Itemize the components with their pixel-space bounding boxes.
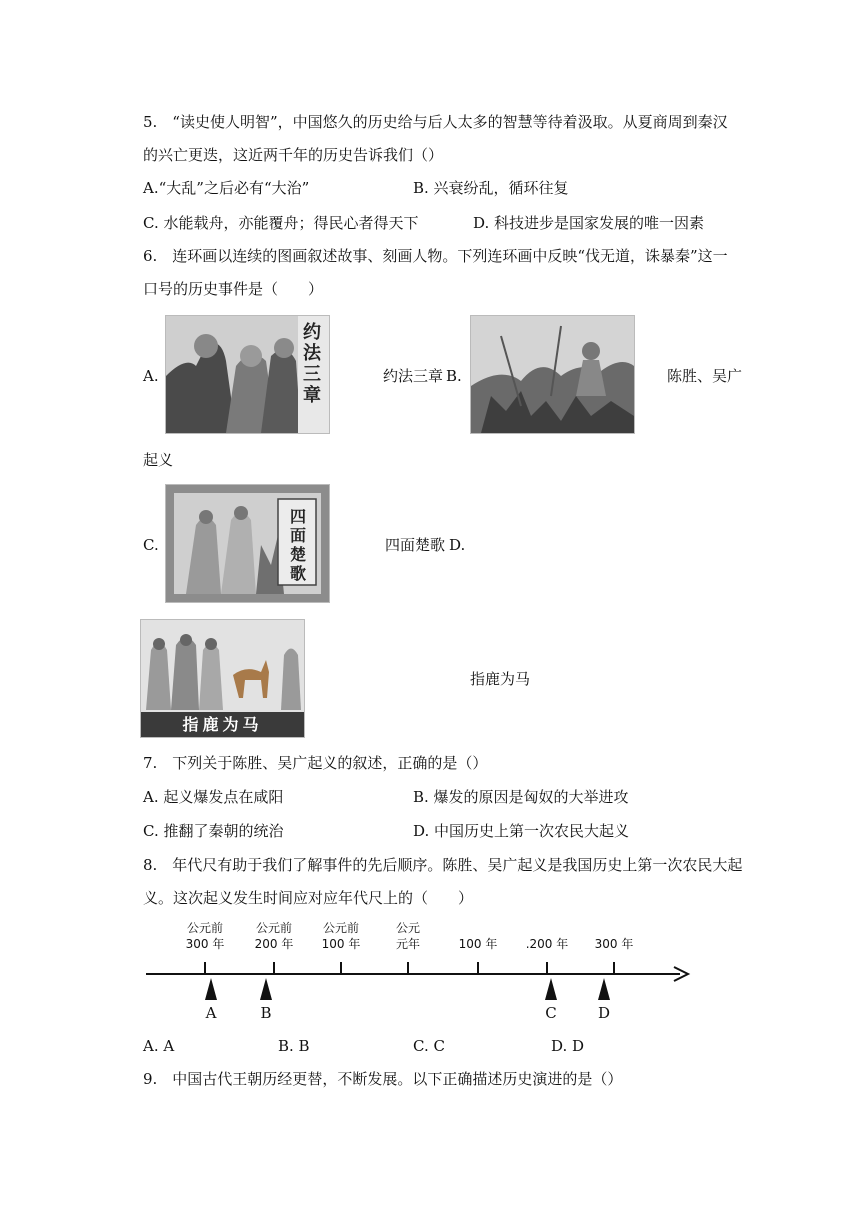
q6-option-a-image-text: 约法三章 bbox=[303, 322, 321, 406]
q8-option-a: A. A bbox=[143, 1037, 175, 1055]
q5-stem-line2: 的兴亡更迭，这近两千年的历史告诉我们（） bbox=[143, 146, 444, 164]
q6-option-d-image-text: 指鹿为马 bbox=[182, 715, 263, 734]
timeline-marker-d bbox=[598, 978, 610, 1000]
q6-option-a-image bbox=[165, 315, 330, 434]
timeline-tick-label-bottom: .200 年 bbox=[525, 937, 569, 951]
timeline-tick-label-bottom: 100 年 bbox=[458, 937, 498, 951]
timeline-tick-label bbox=[378, 920, 438, 952]
timeline-tick-label-top bbox=[584, 920, 644, 936]
q7-option-c: C. 推翻了秦朝的统治 bbox=[143, 822, 284, 840]
timeline-tick-label bbox=[311, 920, 371, 952]
timeline-tick-label-bottom: 200 年 bbox=[254, 937, 294, 951]
timeline-tick-label bbox=[448, 920, 508, 952]
q6-option-b-letter: B. bbox=[446, 367, 462, 385]
timeline-tick-label-bottom: 300 年 bbox=[185, 937, 225, 951]
q5-stem-line1: 5. “读史使人明智”，中国悠久的历史给与后人太多的智慧等待着汲取。从夏商周到秦汉 bbox=[143, 113, 728, 131]
q7-option-a: A. 起义爆发点在咸阳 bbox=[143, 788, 284, 806]
timeline-tick-label-top bbox=[448, 920, 508, 936]
timeline-marker-label: C bbox=[545, 1004, 557, 1022]
timeline-tick-label-top: 公元 bbox=[395, 921, 420, 935]
q7-option-d: D. 中国历史上第一次农民大起义 bbox=[413, 822, 630, 840]
timeline-marker-label: D bbox=[597, 1004, 611, 1022]
q8-stem-line1: 8. 年代尺有助于我们了解事件的先后顺序。陈胜、吴广起义是我国历史上第一次农民大起 bbox=[143, 856, 743, 874]
q6-option-d-image bbox=[140, 619, 305, 738]
q7-stem: 7. 下列关于陈胜、吴广起义的叙述，正确的是（） bbox=[143, 754, 488, 772]
q6-option-c-caption: 四面楚歌 bbox=[385, 536, 446, 554]
q8-option-b: B. B bbox=[278, 1037, 310, 1055]
q8-stem-line2: 义。这次起义发生时间应对应年代尺上的（ ） bbox=[143, 889, 474, 907]
q5-option-d: D. 科技进步是国家发展的唯一因素 bbox=[473, 214, 705, 232]
q6-option-c-image-text: 四面楚歌 bbox=[289, 507, 306, 583]
q6-option-d-letter: D. bbox=[449, 536, 466, 554]
timeline-marker-label: A bbox=[205, 1004, 217, 1022]
q9-stem: 9. 中国古代王朝历经更替，不断发展。以下正确描述历史演进的是（） bbox=[143, 1070, 623, 1088]
q6-option-a-letter: A. bbox=[143, 367, 159, 385]
timeline-figure bbox=[140, 918, 700, 1030]
q5-option-b: B. 兴衰纷乱，循环往复 bbox=[413, 179, 569, 197]
q6-stem-line1: 6. 连环画以连续的图画叙述故事、刻画人物。下列连环画中反映“伐无道，诛暴秦”这一 bbox=[143, 247, 728, 265]
q6-option-d-caption: 指鹿为马 bbox=[470, 670, 531, 688]
q8-option-c: C. C bbox=[413, 1037, 445, 1055]
timeline-tick-label bbox=[175, 920, 235, 952]
timeline-tick-label bbox=[584, 920, 644, 952]
q7-option-b: B. 爆发的原因是匈奴的大举进攻 bbox=[413, 788, 629, 806]
timeline-marker-b bbox=[260, 978, 272, 1000]
timeline-tick-label bbox=[244, 920, 304, 952]
timeline-tick-label-top: 公元前 bbox=[322, 921, 359, 935]
q5-option-c: C. 水能载舟，亦能覆舟；得民心者得天下 bbox=[143, 214, 419, 232]
q6-option-a-caption: 约法三章 bbox=[383, 367, 444, 385]
timeline-tick-label-top: 公元前 bbox=[186, 921, 223, 935]
q6-stem-line2: 口号的历史事件是（ ） bbox=[143, 280, 324, 298]
timeline-tick-label-bottom: 元年 bbox=[395, 937, 420, 951]
timeline-marker-c bbox=[545, 978, 557, 1000]
q6-option-b-caption-cont: 起义 bbox=[143, 451, 174, 469]
timeline-tick-label-bottom: 300 年 bbox=[594, 937, 634, 951]
q6-option-c-image bbox=[165, 484, 330, 603]
timeline-tick-label bbox=[517, 920, 577, 952]
q6-option-b-image bbox=[470, 315, 635, 434]
timeline-tick-label-bottom: 100 年 bbox=[321, 937, 361, 951]
timeline-tick-label-top: 公元前 bbox=[255, 921, 292, 935]
timeline-marker-label: B bbox=[260, 1004, 272, 1022]
timeline-marker-a bbox=[205, 978, 217, 1000]
q5-option-a: A.“大乱”之后必有“大治” bbox=[143, 179, 310, 197]
q6-option-c-letter: C. bbox=[143, 536, 159, 554]
q6-option-b-caption: 陈胜、吴广 bbox=[667, 367, 743, 385]
timeline-tick-label-top bbox=[517, 920, 577, 936]
q8-option-d: D. D bbox=[551, 1037, 585, 1055]
